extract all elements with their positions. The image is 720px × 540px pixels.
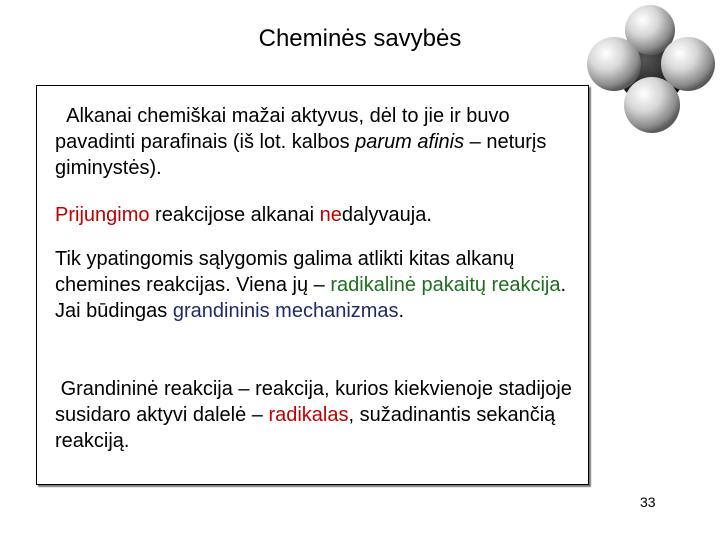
methane-molecule-image bbox=[584, 2, 718, 136]
text-run: Alkanai chemiškai mažai aktyvus, dėl to jie ir buvo pavadinti parafinais (iš lot. kalbos bbox=[55, 105, 510, 153]
text-run: . bbox=[398, 300, 405, 322]
text-run: reakcijose alkanai bbox=[149, 204, 320, 226]
term-radical-substitution: radikalinė pakaitų reakcija bbox=[330, 274, 561, 296]
term-radikalas: radikalas bbox=[268, 404, 349, 426]
slide-title: Cheminės savybės bbox=[258, 25, 462, 52]
page-number: 33 bbox=[640, 494, 656, 510]
paragraph-radical-substitution bbox=[55, 246, 590, 324]
term-prijungimo: Prijungimo bbox=[55, 204, 150, 226]
term-chain-mechanism: grandininis mechanizmas bbox=[172, 300, 399, 322]
text-run: – neturįs giminystės). bbox=[55, 131, 547, 179]
text-run: Grandininė reakcija – reakcija, kurios kiekvienoje stadijoje susidaro aktyvi dalelė – bbox=[55, 378, 572, 426]
text-run: dalyvauja. bbox=[341, 204, 432, 226]
latin-phrase: parum afinis bbox=[355, 131, 465, 153]
hydrogen-atom bbox=[587, 37, 641, 91]
text-run: . Jai būdingas bbox=[55, 274, 567, 322]
paragraph-chain-reaction-definition bbox=[55, 376, 590, 454]
paragraph-addition-reactions bbox=[55, 202, 590, 228]
term-ne: ne bbox=[319, 204, 342, 226]
text-run: Tik ypatingomis sąlygomis galima atlikti kitas alkanų chemines reakcijas. Viena jų – bbox=[55, 248, 515, 296]
text-run: , sužadinantis sekančią reakciją. bbox=[55, 404, 556, 452]
hydrogen-atom bbox=[624, 77, 680, 133]
paragraph-alkanes-intro bbox=[55, 103, 590, 181]
